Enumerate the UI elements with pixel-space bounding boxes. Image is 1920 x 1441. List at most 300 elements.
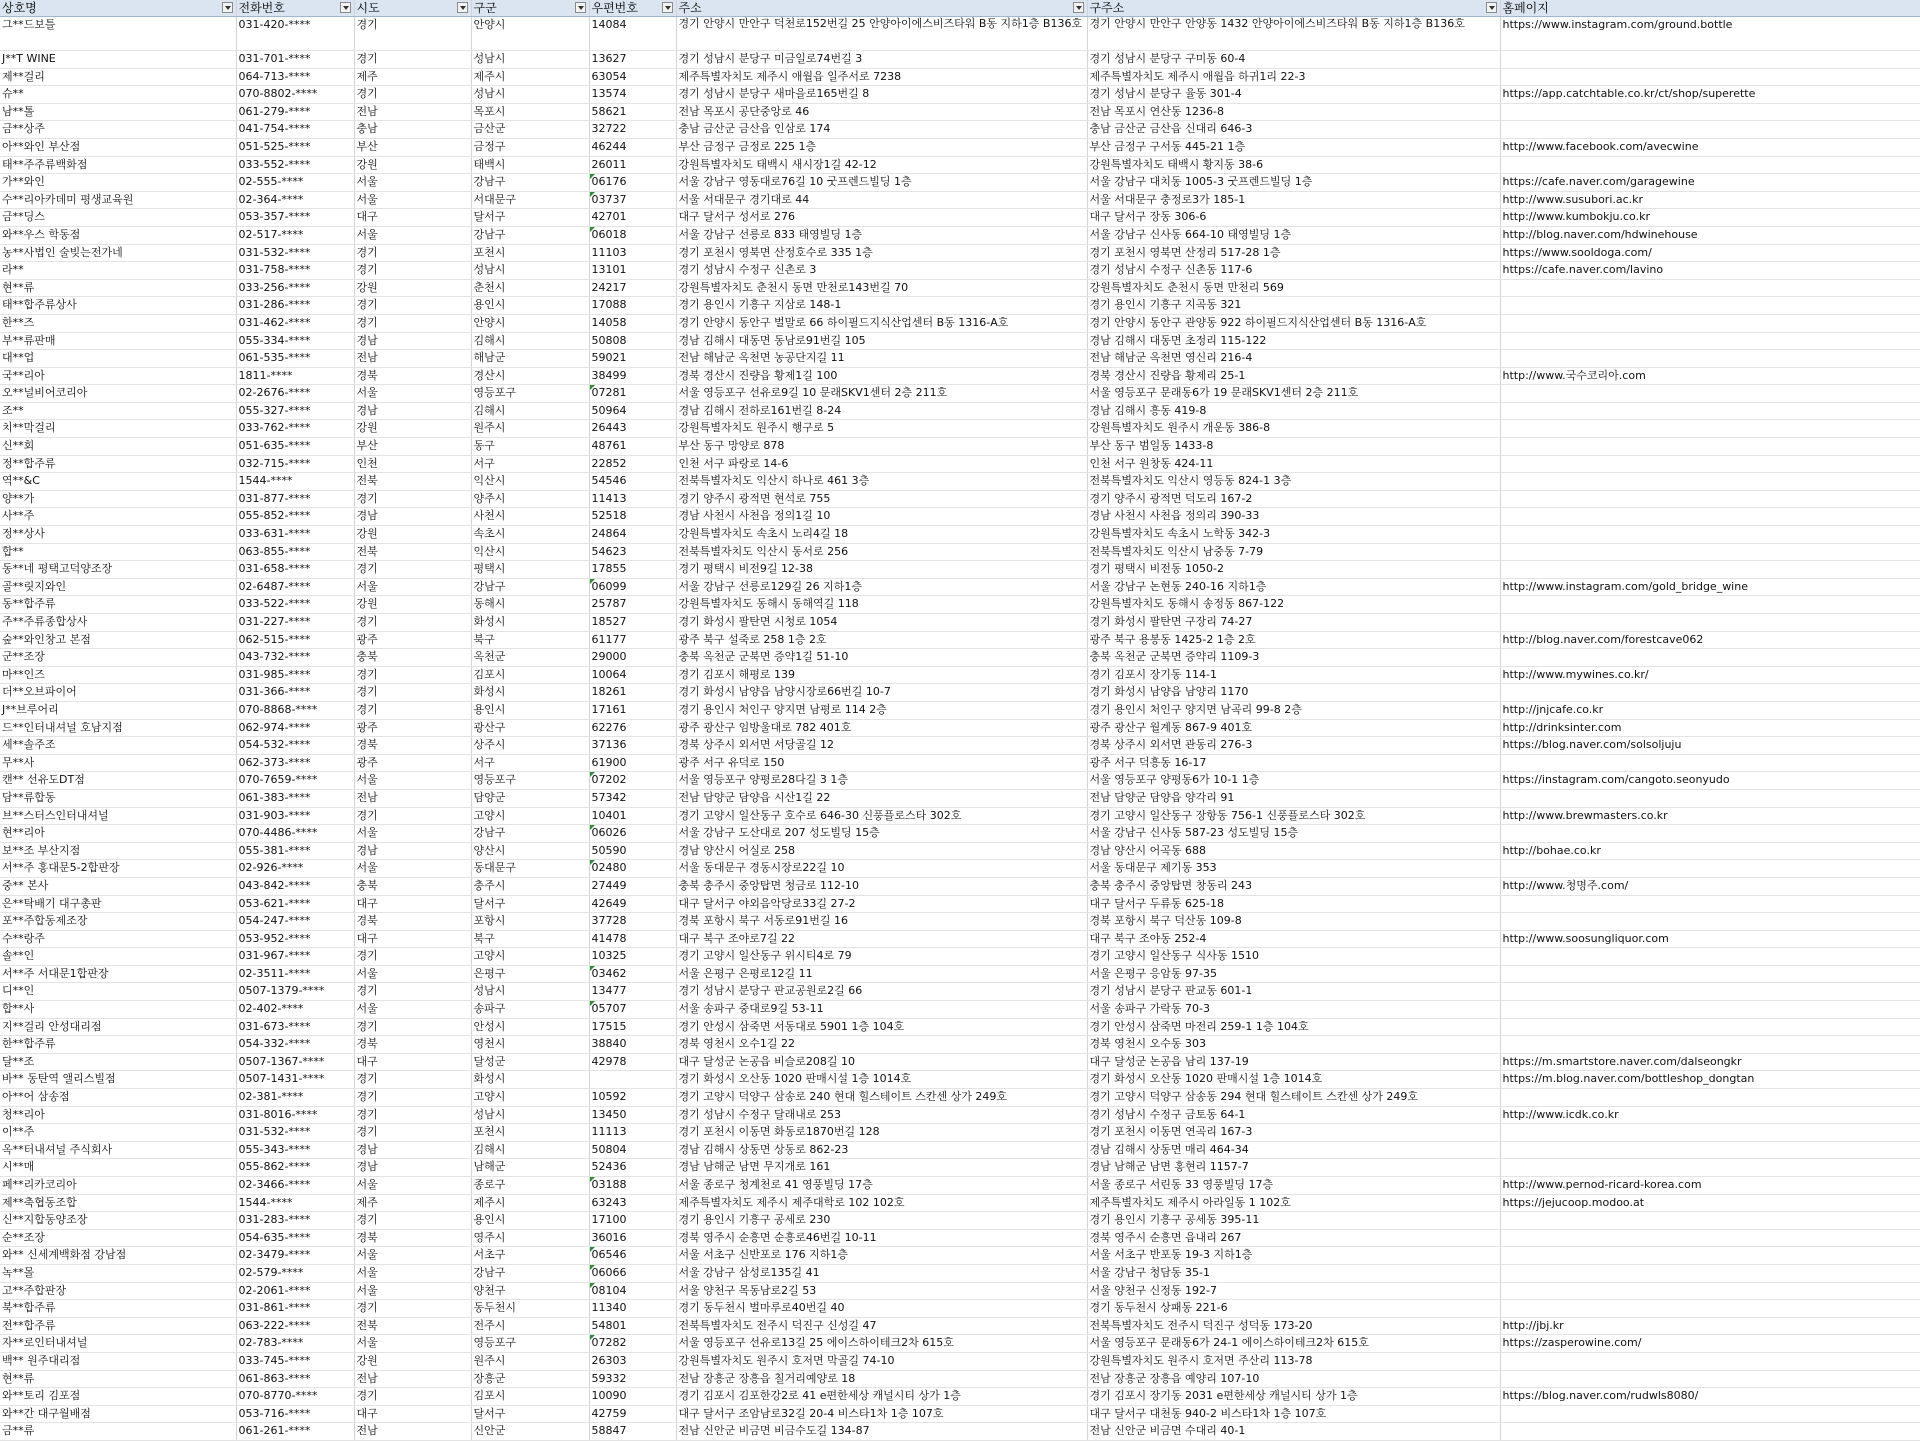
table-cell[interactable]: 62276 [589, 719, 676, 737]
table-cell[interactable]: 42759 [589, 1405, 676, 1423]
table-cell[interactable]: 서울 송파구 가락동 70-3 [1087, 1001, 1500, 1019]
table-cell[interactable]: 37728 [589, 913, 676, 931]
table-cell[interactable]: 부산 동구 망양로 878 [676, 438, 1087, 456]
table-cell[interactable]: 광주 [354, 631, 471, 649]
table-cell[interactable]: 강원특별자치도 속초시 노학동 342-3 [1087, 526, 1500, 544]
filter-dropdown-icon[interactable] [340, 2, 351, 13]
table-cell[interactable]: 033-522-**** [236, 596, 354, 614]
table-cell[interactable]: 42649 [589, 895, 676, 913]
table-cell[interactable]: https://jejucoop.modoo.at [1500, 1194, 1920, 1212]
table-cell[interactable]: 대구 달서구 야외음악당로33길 27-2 [676, 895, 1087, 913]
table-cell[interactable]: 경기 안양시 만안구 덕천로152번길 25 안양아이에스비즈타워 B동 지하1층 B136호 [676, 17, 1087, 51]
table-cell[interactable]: 서울 영등포구 선유로13길 25 에이스하이테크2차 615호 [676, 1335, 1087, 1353]
table-cell[interactable]: 양산시 [471, 842, 589, 860]
table-cell[interactable]: 031-366-**** [236, 684, 354, 702]
table-cell[interactable]: 충남 금산군 금산읍 신대리 646-3 [1087, 121, 1500, 139]
table-cell[interactable]: 043-732-**** [236, 649, 354, 667]
table-cell[interactable]: 광주 서구 유덕로 150 [676, 754, 1087, 772]
table-cell[interactable]: 24217 [589, 279, 676, 297]
table-cell[interactable]: 경기 [354, 314, 471, 332]
table-cell[interactable]: 충북 충주시 중앙탑면 청금로 112-10 [676, 877, 1087, 895]
table-cell[interactable]: 강원특별자치도 원주시 호저면 주산리 113-78 [1087, 1352, 1500, 1370]
table-cell[interactable]: 종로구 [471, 1177, 589, 1195]
column-header[interactable] [0, 0, 236, 17]
table-cell[interactable]: 부산 [354, 438, 471, 456]
table-cell[interactable]: 서**주 서대문1합판장 [0, 965, 236, 983]
table-cell[interactable]: 063-855-**** [236, 543, 354, 561]
table-cell[interactable]: 경기 고양시 일산동구 호수로 646-30 신풍플로스타 302호 [676, 807, 1087, 825]
table-cell[interactable]: 속초시 [471, 526, 589, 544]
table-cell[interactable]: 054-332-**** [236, 1036, 354, 1054]
table-cell[interactable]: 익산시 [471, 543, 589, 561]
table-cell[interactable]: 사**주 [0, 508, 236, 526]
column-header[interactable] [589, 0, 676, 17]
table-cell[interactable]: https://m.smartstore.naver.com/dalseongkr [1500, 1053, 1920, 1071]
table-cell[interactable]: 원주시 [471, 1352, 589, 1370]
table-cell[interactable]: 06066 [589, 1264, 676, 1282]
table-cell[interactable]: 031-8016-**** [236, 1106, 354, 1124]
table-cell[interactable]: 경북 영주시 순흥면 읍내리 267 [1087, 1229, 1500, 1247]
table-cell[interactable]: 50590 [589, 842, 676, 860]
table-cell[interactable] [1500, 860, 1920, 878]
table-cell[interactable]: 경기 [354, 1212, 471, 1230]
table-cell[interactable]: 대구 달서구 두류동 625-18 [1087, 895, 1500, 913]
table-cell[interactable]: 아**와인 부산점 [0, 138, 236, 156]
table-cell[interactable]: 전북 [354, 543, 471, 561]
table-cell[interactable]: 50964 [589, 402, 676, 420]
table-cell[interactable]: 54623 [589, 543, 676, 561]
table-cell[interactable]: 전남 해남군 옥천면 농공단지길 11 [676, 350, 1087, 368]
table-cell[interactable]: 포항시 [471, 913, 589, 931]
table-cell[interactable]: 전북특별자치도 익산시 동서로 256 [676, 543, 1087, 561]
table-cell[interactable]: 서울 종로구 청계천로 41 영풍빌딩 17층 [676, 1177, 1087, 1195]
table-cell[interactable]: 옥천군 [471, 649, 589, 667]
table-cell[interactable]: 07282 [589, 1335, 676, 1353]
table-cell[interactable]: 031-877-**** [236, 490, 354, 508]
table-cell[interactable] [1500, 1124, 1920, 1142]
table-cell[interactable]: 용인시 [471, 297, 589, 315]
table-cell[interactable]: 08104 [589, 1282, 676, 1300]
table-cell[interactable]: 인천 서구 파랑로 14-6 [676, 455, 1087, 473]
table-cell[interactable]: 031-286-**** [236, 297, 354, 315]
table-cell[interactable] [1500, 913, 1920, 931]
table-cell[interactable]: 경북 [354, 913, 471, 931]
table-cell[interactable] [1500, 1352, 1920, 1370]
table-cell[interactable]: 북구 [471, 930, 589, 948]
table-cell[interactable]: 제주특별자치도 제주시 아라일동 1 102호 [1087, 1194, 1500, 1212]
table-cell[interactable]: 서울 [354, 1177, 471, 1195]
table-cell[interactable]: 10325 [589, 948, 676, 966]
table-cell[interactable] [1500, 895, 1920, 913]
table-cell[interactable]: 화성시 [471, 1071, 589, 1089]
table-cell[interactable]: 06176 [589, 174, 676, 192]
table-cell[interactable]: 58621 [589, 103, 676, 121]
table-cell[interactable]: 서울 영등포구 선유로9길 10 문래SKV1센터 2층 211호 [676, 385, 1087, 403]
table-cell[interactable]: 10401 [589, 807, 676, 825]
filter-dropdown-icon[interactable] [1073, 2, 1084, 13]
table-cell[interactable]: 03737 [589, 191, 676, 209]
table-cell[interactable] [1500, 649, 1920, 667]
table-cell[interactable]: 경남 김해시 전하로161번길 8-24 [676, 402, 1087, 420]
table-cell[interactable]: http://drinksinter.com [1500, 719, 1920, 737]
table-cell[interactable]: 담**류합동 [0, 789, 236, 807]
table-cell[interactable]: 061-279-**** [236, 103, 354, 121]
table-cell[interactable]: 58847 [589, 1423, 676, 1441]
table-cell[interactable]: 경기 [354, 684, 471, 702]
table-cell[interactable]: 바** 동탄역 앨리스빌점 [0, 1071, 236, 1089]
table-cell[interactable]: 사천시 [471, 508, 589, 526]
table-cell[interactable]: 부**류판매 [0, 332, 236, 350]
table-cell[interactable]: 포**주합동제조장 [0, 913, 236, 931]
table-cell[interactable]: http://www.국수코리아.com [1500, 367, 1920, 385]
table-cell[interactable]: 안양시 [471, 314, 589, 332]
table-cell[interactable]: 031-420-**** [236, 17, 354, 51]
table-cell[interactable]: 경남 김해시 대동면 동남로91번길 105 [676, 332, 1087, 350]
table-cell[interactable]: 김해시 [471, 402, 589, 420]
table-cell[interactable] [1500, 279, 1920, 297]
table-cell[interactable]: 성남시 [471, 983, 589, 1001]
table-cell[interactable]: 전남 목포시 연산동 1236-8 [1087, 103, 1500, 121]
table-cell[interactable]: 서울 양천구 신정동 192-7 [1087, 1282, 1500, 1300]
table-cell[interactable]: 06546 [589, 1247, 676, 1265]
table-cell[interactable]: 02-3466-**** [236, 1177, 354, 1195]
table-cell[interactable]: 부산 동구 범일동 1433-8 [1087, 438, 1500, 456]
table-cell[interactable]: 경기 안성시 삼죽면 서동대로 5901 1층 104호 [676, 1018, 1087, 1036]
table-cell[interactable]: 금**딩스 [0, 209, 236, 227]
table-cell[interactable]: 전남 [354, 1423, 471, 1441]
table-cell[interactable]: https://blog.naver.com/rudwls8080/ [1500, 1388, 1920, 1406]
table-cell[interactable]: 07281 [589, 385, 676, 403]
table-cell[interactable]: 달서구 [471, 209, 589, 227]
table-cell[interactable]: 충북 옥천군 군북면 증약리 1109-3 [1087, 649, 1500, 667]
table-cell[interactable]: 서울 [354, 1282, 471, 1300]
table-cell[interactable]: 031-701-**** [236, 51, 354, 69]
table-cell[interactable]: 경기 고양시 일산동구 위시티4로 79 [676, 948, 1087, 966]
table-cell[interactable]: 국**리아 [0, 367, 236, 385]
table-cell[interactable]: 031-283-**** [236, 1212, 354, 1230]
table-cell[interactable] [1500, 438, 1920, 456]
table-cell[interactable]: 경기 고양시 덕양구 삼송로 240 현대 힐스테이트 스칸센 상가 249호 [676, 1089, 1087, 1107]
table-cell[interactable]: 0507-1379-**** [236, 983, 354, 1001]
table-cell[interactable]: 041-754-**** [236, 121, 354, 139]
table-cell[interactable]: 055-862-**** [236, 1159, 354, 1177]
table-cell[interactable]: 전남 신안군 비금면 비금수도길 134-87 [676, 1423, 1087, 1441]
table-cell[interactable]: 051-525-**** [236, 138, 354, 156]
table-cell[interactable]: 13101 [589, 262, 676, 280]
table-cell[interactable]: 52436 [589, 1159, 676, 1177]
table-cell[interactable]: 13477 [589, 983, 676, 1001]
table-cell[interactable]: 경기 [354, 1300, 471, 1318]
table-cell[interactable]: 경기 양주시 광적면 현석로 755 [676, 490, 1087, 508]
table-cell[interactable]: 강남구 [471, 174, 589, 192]
table-cell[interactable]: 송파구 [471, 1001, 589, 1019]
table-cell[interactable] [1500, 596, 1920, 614]
table-cell[interactable]: 전북특별자치도 익산시 남중동 7-79 [1087, 543, 1500, 561]
table-cell[interactable]: 13450 [589, 1106, 676, 1124]
table-cell[interactable]: 070-8770-**** [236, 1388, 354, 1406]
table-cell[interactable]: 강남구 [471, 226, 589, 244]
table-cell[interactable]: J**브루어리 [0, 701, 236, 719]
table-cell[interactable]: 26303 [589, 1352, 676, 1370]
table-cell[interactable]: 070-7659-**** [236, 772, 354, 790]
table-cell[interactable]: 서울 서초구 신반포로 176 지하1층 [676, 1247, 1087, 1265]
table-cell[interactable]: 03188 [589, 1177, 676, 1195]
table-cell[interactable]: 보**조 부산지점 [0, 842, 236, 860]
table-cell[interactable]: 06018 [589, 226, 676, 244]
table-cell[interactable]: 전주시 [471, 1317, 589, 1335]
table-cell[interactable]: 24864 [589, 526, 676, 544]
table-cell[interactable]: https://app.catchtable.co.kr/ct/shop/superette [1500, 86, 1920, 104]
table-cell[interactable]: 경기 성남시 분당구 구미동 60-4 [1087, 51, 1500, 69]
table-cell[interactable]: 제주특별자치도 제주시 제주대학로 102 102호 [676, 1194, 1087, 1212]
table-cell[interactable]: 50804 [589, 1141, 676, 1159]
table-cell[interactable]: 경기 [354, 1018, 471, 1036]
table-cell[interactable]: 백** 원주대리점 [0, 1352, 236, 1370]
table-cell[interactable]: 경기 평택시 비전9길 12-38 [676, 561, 1087, 579]
table-cell[interactable]: 전남 목포시 공단중앙로 46 [676, 103, 1087, 121]
table-cell[interactable]: https://www.instagram.com/ground.bottle [1500, 17, 1920, 51]
table-cell[interactable]: 은**탁배기 대구총판 [0, 895, 236, 913]
table-cell[interactable]: 자**로인터내셔널 [0, 1335, 236, 1353]
table-cell[interactable]: https://www.sooldoga.com/ [1500, 244, 1920, 262]
table-cell[interactable]: 경북 상주시 외서면 서당골길 12 [676, 737, 1087, 755]
table-cell[interactable]: 강원 [354, 1352, 471, 1370]
table-cell[interactable] [1500, 314, 1920, 332]
table-cell[interactable]: http://www.facebook.com/avecwine [1500, 138, 1920, 156]
table-cell[interactable]: http://jnjcafe.co.kr [1500, 701, 1920, 719]
column-header[interactable] [471, 0, 589, 17]
table-cell[interactable]: http://blog.naver.com/hdwinehouse [1500, 226, 1920, 244]
table-cell[interactable]: 29000 [589, 649, 676, 667]
table-cell[interactable]: 61177 [589, 631, 676, 649]
table-cell[interactable]: 달서구 [471, 895, 589, 913]
table-cell[interactable]: 전**합주류 [0, 1317, 236, 1335]
table-cell[interactable]: 동두천시 [471, 1300, 589, 1318]
table-cell[interactable]: 주**주류종합상사 [0, 614, 236, 632]
table-cell[interactable]: 경남 사천시 사천읍 정의리 390-33 [1087, 508, 1500, 526]
table-cell[interactable]: 대구 달성군 논공읍 비슬로208길 10 [676, 1053, 1087, 1071]
table-cell[interactable]: 전남 [354, 1370, 471, 1388]
table-cell[interactable]: http://bohae.co.kr [1500, 842, 1920, 860]
table-cell[interactable]: 경기 [354, 490, 471, 508]
table-cell[interactable]: 고양시 [471, 1089, 589, 1107]
table-cell[interactable]: 합**사 [0, 1001, 236, 1019]
table-cell[interactable]: 대구 [354, 1053, 471, 1071]
table-cell[interactable]: 서울 [354, 1335, 471, 1353]
table-cell[interactable]: 서울 [354, 772, 471, 790]
table-cell[interactable]: 서울 [354, 191, 471, 209]
table-cell[interactable]: 서울 [354, 965, 471, 983]
table-cell[interactable]: 전북특별자치도 전주시 덕진구 성덕동 173-20 [1087, 1317, 1500, 1335]
table-cell[interactable]: 동해시 [471, 596, 589, 614]
table-cell[interactable]: 오**널비어코리아 [0, 385, 236, 403]
table-cell[interactable]: 서울 [354, 1264, 471, 1282]
table-cell[interactable]: 061-383-**** [236, 789, 354, 807]
table-cell[interactable]: 경기 포천시 영북면 산정리 517-28 1층 [1087, 244, 1500, 262]
table-cell[interactable]: 군**조장 [0, 649, 236, 667]
table-cell[interactable]: 경북 영천시 오수1길 22 [676, 1036, 1087, 1054]
table-cell[interactable]: 대구 달서구 조암남로32길 20-4 비스타1차 1층 107호 [676, 1405, 1087, 1423]
table-cell[interactable]: 경기 안양시 동안구 벌말로 66 하이필드지식산업센터 B동 1316-A호 [676, 314, 1087, 332]
table-cell[interactable]: 솔**인 [0, 948, 236, 966]
table-cell[interactable]: 김포시 [471, 1388, 589, 1406]
table-cell[interactable]: 제**걸리 [0, 68, 236, 86]
table-cell[interactable]: 1544-**** [236, 473, 354, 491]
table-cell[interactable]: 동**네 평택고덕양조장 [0, 561, 236, 579]
table-cell[interactable]: 화성시 [471, 614, 589, 632]
table-cell[interactable]: 상주시 [471, 737, 589, 755]
table-cell[interactable]: 서울 서대문구 경기대로 44 [676, 191, 1087, 209]
table-cell[interactable]: 대구 [354, 209, 471, 227]
table-cell[interactable]: 양주시 [471, 490, 589, 508]
table-cell[interactable]: 서울 양천구 목동남로2길 53 [676, 1282, 1087, 1300]
table-cell[interactable]: 경기 성남시 분당구 율동 301-4 [1087, 86, 1500, 104]
table-cell[interactable]: 경기 용인시 기흥구 공세로 230 [676, 1212, 1087, 1230]
table-cell[interactable]: 광주 [354, 754, 471, 772]
table-cell[interactable]: 경남 김해시 흥동 419-8 [1087, 402, 1500, 420]
table-cell[interactable]: 경기 성남시 분당구 판교동 601-1 [1087, 983, 1500, 1001]
table-cell[interactable] [1500, 965, 1920, 983]
table-cell[interactable]: 영등포구 [471, 1335, 589, 1353]
table-cell[interactable]: 광주 [354, 719, 471, 737]
table-cell[interactable]: 와** 신세계백화점 강남점 [0, 1247, 236, 1265]
table-cell[interactable]: 김해시 [471, 1141, 589, 1159]
table-cell[interactable] [1500, 614, 1920, 632]
table-cell[interactable] [1500, 948, 1920, 966]
table-cell[interactable]: 031-673-**** [236, 1018, 354, 1036]
table-cell[interactable]: 경북 [354, 367, 471, 385]
table-cell[interactable]: 서울 강남구 신사동 664-10 태영빌딩 1층 [1087, 226, 1500, 244]
table-cell[interactable]: 경기 화성시 팔탄면 시청로 1054 [676, 614, 1087, 632]
table-cell[interactable]: 영등포구 [471, 772, 589, 790]
table-cell[interactable]: 서울 강남구 논현동 240-16 지하1층 [1087, 578, 1500, 596]
table-cell[interactable]: https://blog.naver.com/solsoljuju [1500, 737, 1920, 755]
table-cell[interactable]: 경기 [354, 561, 471, 579]
table-cell[interactable]: 03462 [589, 965, 676, 983]
table-cell[interactable]: 경기 화성시 팔탄면 구장리 74-27 [1087, 614, 1500, 632]
filter-dropdown-icon[interactable] [457, 2, 468, 13]
table-cell[interactable]: 18527 [589, 614, 676, 632]
table-cell[interactable] [1500, 1036, 1920, 1054]
table-cell[interactable]: 강원특별자치도 원주시 행구로 5 [676, 420, 1087, 438]
table-cell[interactable]: 서울 영등포구 양평로28다길 3 1층 [676, 772, 1087, 790]
table-cell[interactable]: 디**인 [0, 983, 236, 1001]
table-cell[interactable]: 대구 달서구 장동 306-6 [1087, 209, 1500, 227]
table-cell[interactable]: 경기 [354, 1106, 471, 1124]
table-cell[interactable]: 055-343-**** [236, 1141, 354, 1159]
table-cell[interactable]: 경기 평택시 비전동 1050-2 [1087, 561, 1500, 579]
table-cell[interactable]: 경남 김해시 상동면 매리 464-34 [1087, 1141, 1500, 1159]
table-cell[interactable]: 남**톨 [0, 103, 236, 121]
table-cell[interactable]: 경기 김포시 장기동 114-1 [1087, 666, 1500, 684]
table-cell[interactable]: 경기 용인시 기흥구 공세동 395-11 [1087, 1212, 1500, 1230]
table-cell[interactable]: 서울 [354, 578, 471, 596]
table-cell[interactable]: 경북 [354, 1229, 471, 1247]
table-cell[interactable]: 17855 [589, 561, 676, 579]
table-cell[interactable]: 서울 서대문구 충정로3가 185-1 [1087, 191, 1500, 209]
table-cell[interactable]: 1811-**** [236, 367, 354, 385]
table-cell[interactable]: 강원특별자치도 동해시 송정동 867-122 [1087, 596, 1500, 614]
table-cell[interactable]: 41478 [589, 930, 676, 948]
table-cell[interactable]: 달**조 [0, 1053, 236, 1071]
table-cell[interactable]: 02-517-**** [236, 226, 354, 244]
table-cell[interactable]: 장흥군 [471, 1370, 589, 1388]
table-cell[interactable]: http://www.청명주.com/ [1500, 877, 1920, 895]
table-cell[interactable]: 서울 서초구 반포동 19-3 지하1층 [1087, 1247, 1500, 1265]
table-cell[interactable]: 부산 금정구 금정로 225 1층 [676, 138, 1087, 156]
table-cell[interactable]: 충남 금산군 금산읍 인삼로 174 [676, 121, 1087, 139]
table-cell[interactable]: 17100 [589, 1212, 676, 1230]
table-cell[interactable]: 대구 북구 조야로7길 22 [676, 930, 1087, 948]
table-cell[interactable]: 더**오브파이어 [0, 684, 236, 702]
table-cell[interactable]: 대구 달서구 대천동 940-2 비스타1차 1층 107호 [1087, 1405, 1500, 1423]
table-cell[interactable]: 032-715-**** [236, 455, 354, 473]
table-cell[interactable] [1500, 1405, 1920, 1423]
table-cell[interactable]: 경남 김해시 상동면 상동로 862-23 [676, 1141, 1087, 1159]
table-cell[interactable]: http://www.brewmasters.co.kr [1500, 807, 1920, 825]
table-cell[interactable]: 11113 [589, 1124, 676, 1142]
table-cell[interactable] [1500, 1141, 1920, 1159]
table-cell[interactable]: 경기 양주시 광적면 덕도리 167-2 [1087, 490, 1500, 508]
table-cell[interactable]: 강남구 [471, 825, 589, 843]
table-cell[interactable]: 신**회 [0, 438, 236, 456]
table-cell[interactable]: 대구 [354, 895, 471, 913]
table-cell[interactable]: 54801 [589, 1317, 676, 1335]
table-cell[interactable]: 055-327-**** [236, 402, 354, 420]
table-cell[interactable]: 순**조장 [0, 1229, 236, 1247]
table-cell[interactable] [1500, 420, 1920, 438]
table-cell[interactable]: 경기 [354, 701, 471, 719]
table-cell[interactable]: 경기 [354, 807, 471, 825]
table-cell[interactable]: 경기 화성시 오산동 1020 판매시설 1층 1014호 [1087, 1071, 1500, 1089]
table-cell[interactable]: 고**주합판장 [0, 1282, 236, 1300]
table-cell[interactable]: 경기 김포시 김포한강2로 41 e편한세상 캐널시티 상가 1층 [676, 1388, 1087, 1406]
table-cell[interactable]: 경기 포천시 이동면 연곡리 167-3 [1087, 1124, 1500, 1142]
table-cell[interactable] [1500, 455, 1920, 473]
table-cell[interactable]: 경기 안양시 동안구 관양동 922 하이필드지식산업센터 B동 1316-A호 [1087, 314, 1500, 332]
table-cell[interactable] [1500, 1018, 1920, 1036]
table-cell[interactable]: 053-357-**** [236, 209, 354, 227]
table-cell[interactable]: 0507-1367-**** [236, 1053, 354, 1071]
table-cell[interactable]: 중** 본사 [0, 877, 236, 895]
table-cell[interactable]: 성남시 [471, 86, 589, 104]
table-cell[interactable]: 11103 [589, 244, 676, 262]
table-cell[interactable]: 전북 [354, 1317, 471, 1335]
table-cell[interactable]: 02-783-**** [236, 1335, 354, 1353]
table-cell[interactable]: 경남 남해군 남면 홍현리 1157-7 [1087, 1159, 1500, 1177]
table-cell[interactable]: 아**어 삼송점 [0, 1089, 236, 1107]
table-cell[interactable]: 054-635-**** [236, 1229, 354, 1247]
table-cell[interactable]: 02-3511-**** [236, 965, 354, 983]
table-cell[interactable]: 성남시 [471, 1106, 589, 1124]
table-cell[interactable]: 02-926-**** [236, 860, 354, 878]
table-cell[interactable]: http://www.instagram.com/gold_bridge_wine [1500, 578, 1920, 596]
table-cell[interactable]: 슈** [0, 86, 236, 104]
table-cell[interactable]: 서울 강남구 대치동 1005-3 굿프렌드빌딩 1층 [1087, 174, 1500, 192]
table-cell[interactable]: 경남 [354, 402, 471, 420]
table-cell[interactable]: 033-552-**** [236, 156, 354, 174]
table-cell[interactable]: 경기 [354, 262, 471, 280]
table-cell[interactable]: 신**지합동양조장 [0, 1212, 236, 1230]
table-cell[interactable]: 031-861-**** [236, 1300, 354, 1318]
table-cell[interactable]: 충북 충주시 중앙탑면 창동리 243 [1087, 877, 1500, 895]
table-cell[interactable]: 경북 포항시 북구 덕산동 109-8 [1087, 913, 1500, 931]
table-cell[interactable]: 경기 [354, 51, 471, 69]
table-cell[interactable] [1500, 1282, 1920, 1300]
table-cell[interactable]: 061-863-**** [236, 1370, 354, 1388]
table-cell[interactable]: 경기 성남시 분당구 새마을로165번길 8 [676, 86, 1087, 104]
table-cell[interactable]: 경기 용인시 처인구 양지면 남평로 114 2층 [676, 701, 1087, 719]
